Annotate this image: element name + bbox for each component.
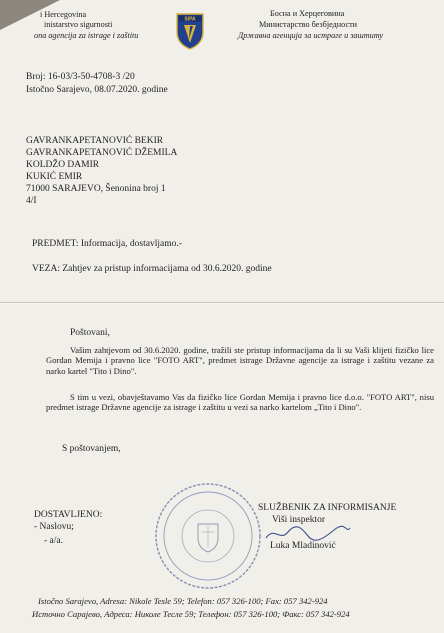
body-paragraph-1: Vašim zahtjevom od 30.6.2020. godine, tražili ste pristup informacijama da li su Vaši klijeti fizičko lice Gordan Memija i pravno lice "FOTO ART", predmet istrage Državne agencije za istrage i zaštitu vezane za narko kartel "Tito i Dino".: [46, 345, 434, 376]
recipient-line: GAVRANKAPETANOVIĆ BEKIR: [26, 136, 164, 146]
recipient-line: 71000 SARAJEVO, Šenonina broj 1: [26, 184, 166, 194]
signature-title: Viši inspektor: [272, 515, 325, 525]
footer-cyrillic: Источно Сарајево, Адреса: Николе Тесле 59; Телефон: 057 326-100; Факс: 057 342-924: [32, 609, 350, 619]
header-left-line3: ona agencija za istrage i zaštitu: [34, 31, 139, 40]
header-left-line1: i Hercegovina: [40, 10, 87, 19]
recipient-line: KOLDŽO DAMIR: [26, 160, 100, 170]
header-right-line3: Државна агенција за истраге и заштиту: [238, 31, 384, 40]
reference-place-date: Istočno Sarajevo, 08.07.2020. godine: [26, 85, 168, 95]
salutation: Poštovani,: [70, 328, 110, 338]
reference-number: Broj: 16-03/3-50-4708-3 /20: [26, 72, 135, 82]
delivery-item: - a/a.: [44, 536, 63, 546]
official-stamp-icon: [152, 480, 264, 592]
closing: S poštovanjem,: [62, 444, 121, 454]
subject-veza: VEZA: Zahtjev za pristup informacijama od 30.6.2020. godine: [32, 264, 272, 274]
signature-name: Luka Mladinović: [270, 541, 336, 551]
recipient-line: KUKIĆ EMIR: [26, 172, 83, 182]
recipient-line: GAVRANKAPETANOVIĆ DŽEMILA: [26, 148, 178, 158]
recipient-line: 4/I: [26, 196, 37, 206]
header-left-line2: inistarstvo sigurnosti: [44, 20, 113, 29]
header-right-line1: Босна и Херцеговина: [270, 9, 345, 18]
body-paragraph-2: S tim u vezi, obavještavamo Vas da fizičko lice Gordan Memija i pravno lice d.o.o. "FOTO ART", nisu predmet istrage Državne agencije za istrage i zaštitu u vezi sa narko kartelom „Tito i Dino".: [46, 392, 434, 413]
logo-text: SIPA: [184, 16, 196, 23]
sipa-emblem-icon: [175, 12, 205, 50]
delivery-item: - Naslovu;: [34, 522, 74, 532]
subject-predmet: PREDMET: Informacija, dostavljamo.-: [32, 239, 182, 249]
header-right-line2: Министарство безбједности: [259, 20, 358, 29]
delivery-title: DOSTAVLJENO:: [34, 510, 103, 520]
signature-office: SLUŽBENIK ZA INFORMISANJE: [258, 503, 397, 513]
footer-latin: Istočno Sarajevo, Adresa: Nikole Tesle 59; Telefon: 057 326-100; Fax: 057 342-924: [38, 596, 328, 606]
